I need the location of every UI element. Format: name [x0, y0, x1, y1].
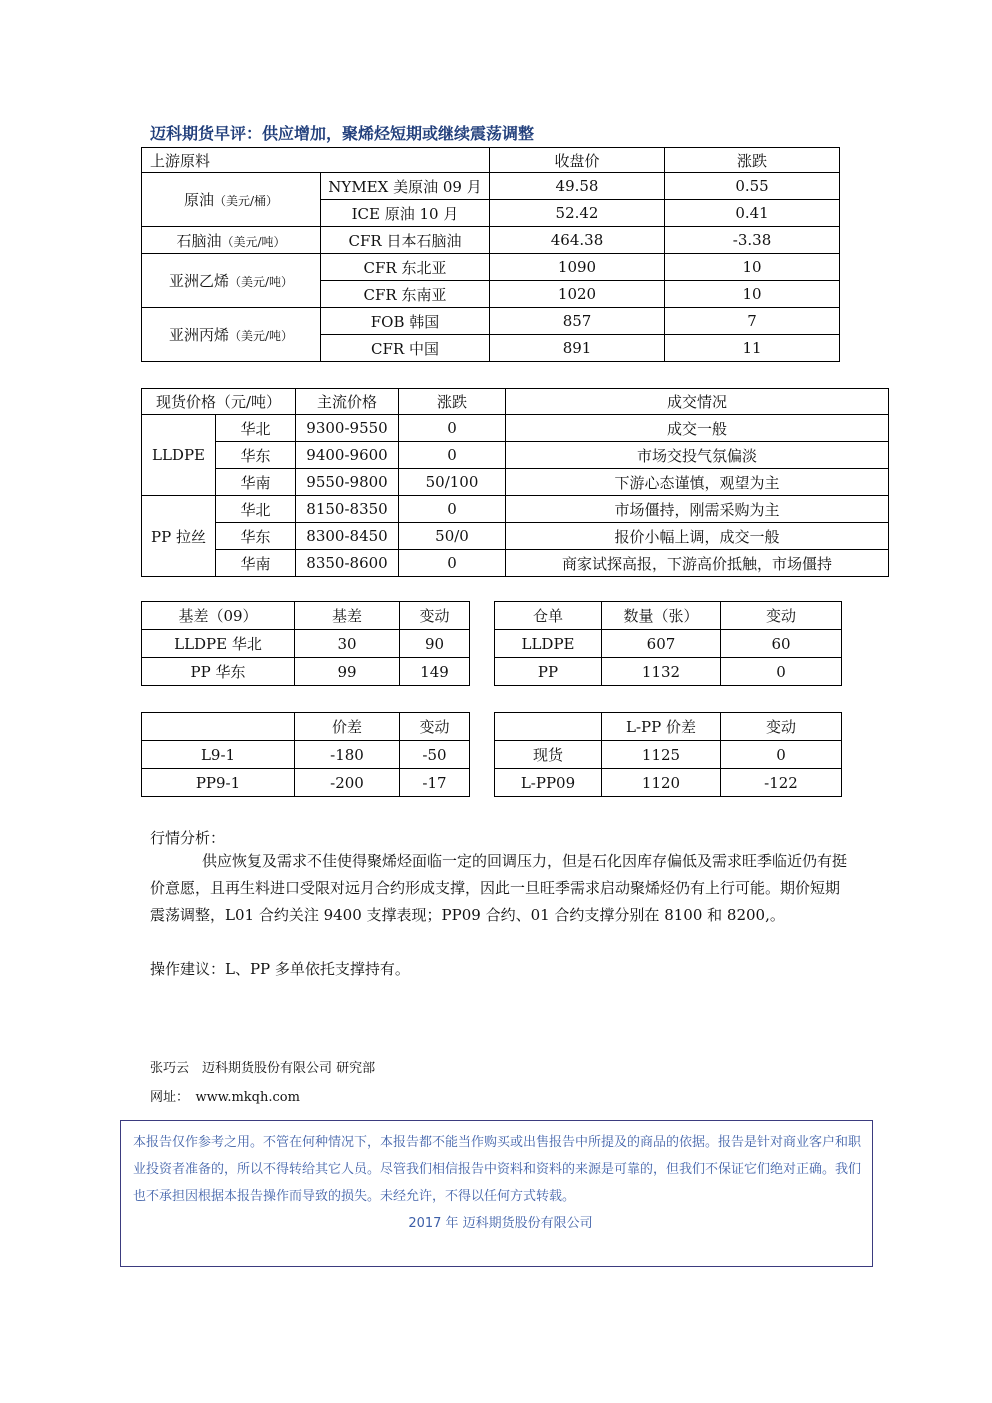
table-row	[142, 173, 840, 200]
lpp-spread-table	[494, 712, 842, 797]
product-name: 亚洲乙烯	[168, 272, 229, 290]
region-cell: 华北	[216, 496, 296, 523]
header-basis: 基差	[295, 602, 400, 630]
deal-cell: 下游心态谨慎，观望为主	[506, 469, 889, 496]
header-spot-price: 现货价格（元/吨）	[142, 389, 296, 415]
header-quantity: 数量（张）	[602, 602, 721, 630]
header-change: 变动	[400, 713, 470, 741]
warrant-name-cell: PP	[495, 658, 602, 686]
spread-name-cell: L9-1	[142, 741, 295, 769]
header-change: 涨跌	[399, 389, 506, 415]
warrant-name-cell: LLDPE	[495, 630, 602, 658]
header-blank	[495, 713, 602, 741]
change-cell: 60	[721, 630, 842, 658]
lpp-value-cell: 1120	[602, 769, 721, 797]
price-cell: 8150-8350	[296, 496, 399, 523]
table-header	[142, 389, 889, 415]
region-cell: 华南	[216, 550, 296, 577]
market-cell: CFR 日本石脑油	[321, 227, 490, 254]
price-cell: 8350-8600	[296, 550, 399, 577]
table-row	[142, 442, 889, 469]
spread-value-cell: -200	[295, 769, 400, 797]
product-naphtha	[142, 227, 321, 254]
price-cell: 49.58	[490, 173, 665, 200]
price-cell: 891	[490, 335, 665, 362]
header-main-price: 主流价格	[296, 389, 399, 415]
lpp-name-cell: L-PP09	[495, 769, 602, 797]
market-cell: ICE 原油 10 月	[321, 200, 490, 227]
disclaimer-text: 本报告仅作参考之用。不管在何种情况下，本报告都不能当作购买或出售报告中所提及的商品的依据。报告是针对商业客户和职业投资者准备的，所以不得转给其它人员。尽管我们相信报告中资料和资料的来源是可靠的，但我们不保证它们绝对正确。我们也不承担因根据本报告操作而导致的损失。未经允许，不得以任何方式转载。	[133, 1135, 862, 1204]
product-name: 亚洲丙烯	[168, 326, 229, 344]
basis-value-cell: 30	[295, 630, 400, 658]
header-change: 涨跌	[665, 148, 840, 173]
table-row	[142, 496, 889, 523]
table-row	[142, 630, 470, 658]
change-cell: 50/100	[399, 469, 506, 496]
price-cell: 464.38	[490, 227, 665, 254]
change-cell: 0	[721, 741, 842, 769]
table-row	[142, 227, 840, 254]
change-cell: 10	[665, 254, 840, 281]
table-row	[495, 769, 842, 797]
table-row	[495, 658, 842, 686]
table-row	[142, 658, 470, 686]
quantity-cell: 607	[602, 630, 721, 658]
header-close-price: 收盘价	[490, 148, 665, 173]
table-row	[142, 469, 889, 496]
lpp-value-cell: 1125	[602, 741, 721, 769]
change-cell: 0	[399, 496, 506, 523]
basis-name-cell: PP 华东	[142, 658, 295, 686]
change-cell: 0.41	[665, 200, 840, 227]
disclaimer-box	[120, 1120, 873, 1267]
header-lpp-spread: L-PP 价差	[602, 713, 721, 741]
table-row	[495, 741, 842, 769]
product-crude	[142, 173, 321, 227]
market-cell: CFR 东北亚	[321, 254, 490, 281]
deal-cell: 报价小幅上调，成交一般	[506, 523, 889, 550]
table-header	[142, 713, 470, 741]
header-warrant: 仓单	[495, 602, 602, 630]
header-spread: 价差	[295, 713, 400, 741]
table-row	[142, 741, 470, 769]
product-unit: （美元/吨）	[221, 234, 286, 249]
spread-value-cell: -180	[295, 741, 400, 769]
header-change: 变动	[400, 602, 470, 630]
change-cell: 50/0	[399, 523, 506, 550]
product-unit: （美元/桶）	[213, 194, 279, 208]
change-cell: 90	[400, 630, 470, 658]
product-ethylene	[142, 254, 321, 308]
change-cell: 0.55	[665, 173, 840, 200]
product-unit: （美元/吨）	[228, 275, 294, 289]
author-line: 张巧云 迈科期货股份有限公司 研究部	[150, 1061, 376, 1076]
region-cell: 华北	[216, 415, 296, 442]
deal-cell: 商家试探高报，下游高价抵触，市场僵持	[506, 550, 889, 577]
price-cell: 8300-8450	[296, 523, 399, 550]
market-cell: NYMEX 美原油 09 月	[321, 173, 490, 200]
table-row	[142, 769, 470, 797]
header-deal-status: 成交情况	[506, 389, 889, 415]
basis-table	[141, 601, 470, 686]
table-header	[142, 602, 470, 630]
table-row	[142, 550, 889, 577]
price-cell: 857	[490, 308, 665, 335]
basis-name-cell: LLDPE 华北	[142, 630, 295, 658]
deal-cell: 成交一般	[506, 415, 889, 442]
price-cell: 9400-9600	[296, 442, 399, 469]
change-cell: 149	[400, 658, 470, 686]
upstream-table	[141, 147, 840, 362]
change-cell: 7	[665, 308, 840, 335]
spread-table	[141, 712, 470, 797]
website-line: 网址： www.mkqh.com	[150, 1090, 300, 1105]
table-header	[495, 602, 842, 630]
product-name: 原油	[183, 191, 214, 209]
market-cell: CFR 东南亚	[321, 281, 490, 308]
deal-cell: 市场僵持，刚需采购为主	[506, 496, 889, 523]
group-lldpe: LLDPE	[142, 415, 216, 496]
price-cell: 1090	[490, 254, 665, 281]
analysis-body: 供应恢复及需求不佳使得聚烯烃面临一定的回调压力，但是石化因库存偏低及需求旺季临近仍有挺价意愿，且再生料进口受限对远月合约形成支撑，因此一旦旺季需求启动聚烯烃仍有上行可能。期价短期震荡调整，L01 合约关注 9400 支撑表现；PP09 合约、01 合约支撑分别在 8100 和 8200,。	[150, 852, 848, 924]
change-cell: -122	[721, 769, 842, 797]
operation-advice: 操作建议：L、PP 多单依托支撑持有。	[150, 960, 410, 978]
header-change: 变动	[721, 713, 842, 741]
lpp-name-cell: 现货	[495, 741, 602, 769]
change-cell: 10	[665, 281, 840, 308]
table-header	[142, 148, 840, 173]
change-cell: 0	[721, 658, 842, 686]
spot-price-table	[141, 388, 889, 577]
report-title: 迈科期货早评：供应增加，聚烯烃短期或继续震荡调整	[150, 124, 535, 143]
quantity-cell: 1132	[602, 658, 721, 686]
header-change: 变动	[721, 602, 842, 630]
price-cell: 1020	[490, 281, 665, 308]
change-cell: -3.38	[665, 227, 840, 254]
region-cell: 华东	[216, 442, 296, 469]
change-cell: 0	[399, 550, 506, 577]
table-row	[142, 523, 889, 550]
header-upstream: 上游原料	[142, 148, 490, 173]
table-row	[142, 415, 889, 442]
price-cell: 9550-9800	[296, 469, 399, 496]
warrant-table	[494, 601, 842, 686]
table-row	[142, 254, 840, 281]
change-cell: 0	[399, 415, 506, 442]
table-row	[495, 630, 842, 658]
change-cell: -50	[400, 741, 470, 769]
change-cell: 0	[399, 442, 506, 469]
product-unit: （美元/吨）	[228, 329, 294, 343]
product-name: 石脑油	[176, 231, 222, 250]
table-header	[495, 713, 842, 741]
disclaimer-footer: 2017 年 迈科期货股份有限公司	[408, 1216, 593, 1231]
price-cell: 52.42	[490, 200, 665, 227]
market-cell: FOB 韩国	[321, 308, 490, 335]
price-cell: 9300-9550	[296, 415, 399, 442]
analysis-heading: 行情分析：	[150, 829, 226, 847]
region-cell: 华南	[216, 469, 296, 496]
product-propylene	[142, 308, 321, 362]
change-cell: 11	[665, 335, 840, 362]
spread-name-cell: PP9-1	[142, 769, 295, 797]
deal-cell: 市场交投气氛偏淡	[506, 442, 889, 469]
basis-value-cell: 99	[295, 658, 400, 686]
header-blank	[142, 713, 295, 741]
change-cell: -17	[400, 769, 470, 797]
table-row	[142, 308, 840, 335]
header-basis-09: 基差（09）	[142, 602, 295, 630]
region-cell: 华东	[216, 523, 296, 550]
group-pp: PP 拉丝	[142, 496, 216, 577]
market-cell: CFR 中国	[321, 335, 490, 362]
